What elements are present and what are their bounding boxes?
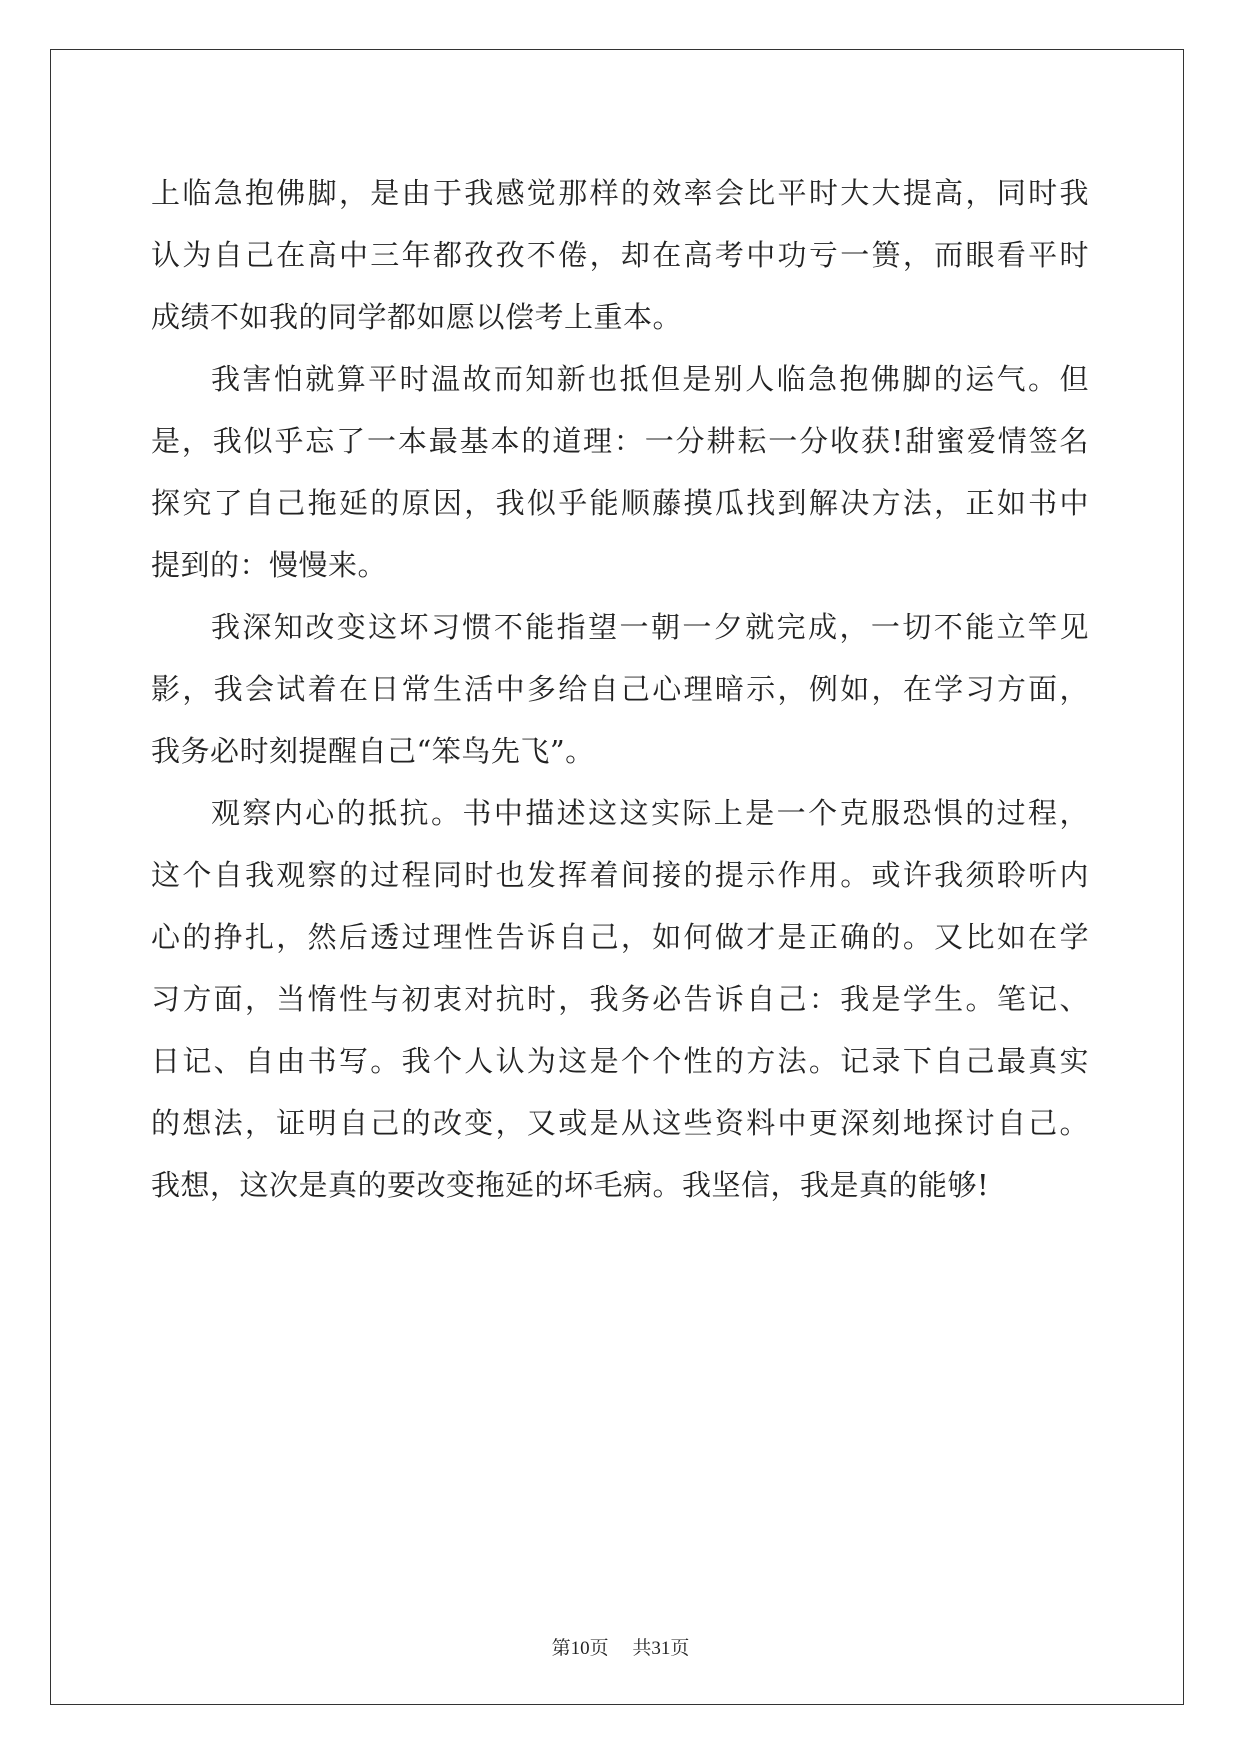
text-line: 提到的：慢慢来。 xyxy=(151,548,388,582)
text-line: 影，我会试着在日常生活中多给自己心理暗示，例如，在学习方面， xyxy=(151,672,1089,706)
text-line: 探究了自己拖延的原因，我似乎能顺藤摸瓜找到解决方法，正如书中 xyxy=(151,486,1089,520)
text-line: 日记、自由书写。我个人认为这是个个性的方法。记录下自己最真实 xyxy=(151,1044,1089,1078)
text-line: 我务必时刻提醒自己“笨鸟先飞”。 xyxy=(151,734,595,768)
page-footer xyxy=(0,1637,1241,1661)
paragraph-1 xyxy=(151,162,1089,348)
paragraph-3 xyxy=(151,596,1089,782)
text-line: 的想法，证明自己的改变，又或是从这些资料中更深刻地探讨自己。 xyxy=(151,1106,1089,1140)
text-line: 心的挣扎，然后透过理性告诉自己，如何做才是正确的。又比如在学 xyxy=(151,920,1089,954)
text-line: 我害怕就算平时温故而知新也抵但是别人临急抱佛脚的运气。但 xyxy=(211,362,1089,396)
paragraph-4 xyxy=(151,782,1089,1216)
page-number: 第10页 xyxy=(551,1638,609,1659)
text-line: 认为自己在高中三年都孜孜不倦，却在高考中功亏一篑，而眼看平时 xyxy=(151,238,1089,272)
text-line: 是，我似乎忘了一本最基本的道理：一分耕耘一分收获!甜蜜爱情签名 xyxy=(151,424,1089,458)
page-total: 共31页 xyxy=(632,1638,690,1659)
text-line: 观察内心的抵抗。书中描述这这实际上是一个克服恐惧的过程， xyxy=(211,796,1089,830)
document-body xyxy=(151,162,1089,1216)
text-line: 习方面，当惰性与初衷对抗时，我务必告诉自己：我是学生。笔记、 xyxy=(151,982,1089,1016)
text-line: 我想，这次是真的要改变拖延的坏毛病。我坚信，我是真的能够! xyxy=(151,1168,990,1202)
paragraph-2 xyxy=(151,348,1089,596)
text-line: 这个自我观察的过程同时也发挥着间接的提示作用。或许我须聆听内 xyxy=(151,858,1089,892)
text-line: 上临急抱佛脚，是由于我感觉那样的效率会比平时大大提高，同时我 xyxy=(151,176,1089,210)
text-line: 成绩不如我的同学都如愿以偿考上重本。 xyxy=(151,300,683,334)
text-line: 我深知改变这坏习惯不能指望一朝一夕就完成，一切不能立竿见 xyxy=(211,610,1089,644)
